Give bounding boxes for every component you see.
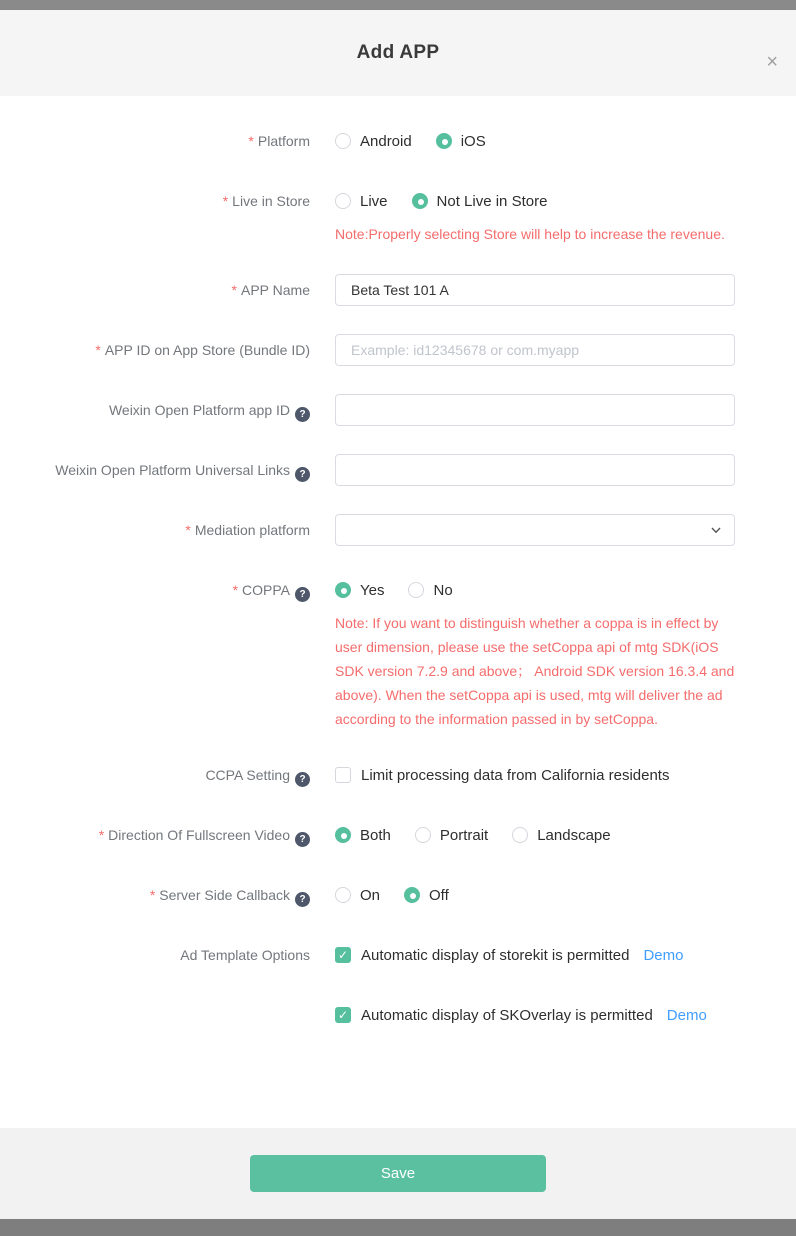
dialog-header [0, 10, 796, 96]
help-icon[interactable]: ? [295, 587, 310, 602]
checkbox-label: Limit processing data from California residents [361, 766, 670, 784]
radio-unchecked-icon [335, 887, 351, 903]
required-asterisk: * [98, 827, 105, 843]
radio-checked-icon [436, 133, 452, 149]
radio-coppa-yes[interactable] [335, 582, 384, 599]
ccpa-label: CCPA Setting ? [0, 759, 310, 791]
app-id-label: * APP ID on App Store (Bundle ID) [95, 342, 310, 358]
required-asterisk: * [149, 887, 156, 903]
row-live-in-store [0, 185, 796, 246]
radio-label: Not Live in Store [436, 192, 548, 210]
radio-callback-on[interactable] [335, 887, 380, 904]
chevron-down-icon [710, 524, 722, 536]
row-direction [0, 819, 796, 851]
live-in-store-label: * Live in Store [222, 193, 310, 209]
radio-unchecked-icon [408, 582, 424, 598]
radio-not-live-in-store[interactable] [412, 193, 548, 210]
radio-direction-both[interactable] [335, 827, 391, 844]
app-name-input[interactable] [335, 274, 735, 306]
radio-label: No [433, 581, 453, 599]
radio-unchecked-icon [512, 827, 528, 843]
row-ad-template-options [0, 939, 796, 1031]
weixin-app-id-label: Weixin Open Platform app ID ? [0, 394, 310, 426]
help-icon[interactable]: ? [295, 467, 310, 482]
save-button[interactable]: Save [250, 1155, 546, 1192]
platform-label: * Platform [248, 133, 310, 149]
row-mediation-platform [0, 514, 796, 546]
add-app-form [0, 96, 796, 1128]
dialog-footer [0, 1128, 796, 1219]
required-asterisk: * [248, 133, 254, 149]
radio-checked-icon [412, 193, 428, 209]
radio-label: Both [360, 826, 391, 844]
checkbox-unchecked-icon [335, 767, 351, 783]
page-backdrop-top [0, 0, 796, 10]
radio-label: Off [429, 886, 449, 904]
storekit-checkbox[interactable] [335, 947, 629, 964]
radio-label: Portrait [439, 826, 489, 844]
radio-unchecked-icon [335, 133, 351, 149]
radio-platform-ios[interactable] [436, 133, 486, 150]
radio-checked-icon [335, 827, 351, 843]
row-platform [0, 125, 796, 157]
dialog-title: Add APP [356, 42, 440, 63]
direction-label: * Direction Of Fullscreen Video ? [0, 819, 310, 851]
weixin-universal-links-label: Weixin Open Platform Universal Links ? [0, 454, 310, 486]
page-backdrop-bottom [0, 1219, 796, 1236]
radio-platform-android[interactable] [335, 133, 412, 150]
coppa-note: Note: If you want to distinguish whether a coppa is in effect by user dimension, please use the setCoppa api of mtg SDK(iOS SDK version 7.2.9 and above； Android SDK version 16.3.4 and above). When the setCoppa api is used, mtg will deliver the ad according to the information passed in by setCoppa. [335, 615, 735, 727]
checkbox-label: Automatic display of storekit is permitted [361, 946, 630, 964]
radio-label: On [360, 886, 381, 904]
help-icon[interactable]: ? [295, 772, 310, 787]
radio-unchecked-icon [415, 827, 431, 843]
help-icon[interactable]: ? [295, 892, 310, 907]
mediation-platform-label: * Mediation platform [185, 522, 310, 538]
checkbox-label: Automatic display of SKOverlay is permitted [361, 1006, 653, 1024]
skoverlay-checkbox[interactable] [335, 1007, 653, 1024]
required-asterisk: * [185, 522, 191, 538]
storekit-demo-link[interactable]: Demo [643, 946, 684, 964]
radio-callback-off[interactable] [404, 887, 449, 904]
help-icon[interactable]: ? [295, 407, 310, 422]
required-asterisk: * [231, 282, 237, 298]
row-weixin-app-id [0, 394, 796, 426]
skoverlay-demo-link[interactable]: Demo [666, 1006, 707, 1024]
required-asterisk: * [232, 582, 239, 598]
radio-label: Yes [360, 581, 385, 599]
radio-direction-portrait[interactable] [415, 827, 488, 844]
radio-label: Landscape [537, 826, 611, 844]
radio-direction-landscape[interactable] [512, 827, 610, 844]
app-id-input[interactable] [335, 334, 735, 366]
live-in-store-note: Note:Properly selecting Store will help to increase the revenue. [335, 226, 725, 242]
checkbox-checked-icon: ✓ [335, 947, 351, 963]
radio-label: iOS [460, 132, 486, 150]
row-server-callback [0, 879, 796, 911]
row-coppa [0, 574, 796, 731]
checkbox-checked-icon: ✓ [335, 1007, 351, 1023]
app-name-label: * APP Name [231, 282, 310, 298]
required-asterisk: * [222, 193, 229, 209]
row-weixin-universal-links [0, 454, 796, 486]
radio-unchecked-icon [335, 193, 351, 209]
radio-label: Live [360, 192, 388, 210]
row-app-name [0, 274, 796, 306]
required-asterisk: * [95, 342, 101, 358]
weixin-universal-links-input[interactable] [335, 454, 735, 486]
weixin-app-id-input[interactable] [335, 394, 735, 426]
help-icon[interactable]: ? [295, 832, 310, 847]
close-icon[interactable]: × [766, 51, 778, 73]
row-ccpa [0, 759, 796, 791]
radio-label: Android [360, 132, 412, 150]
radio-coppa-no[interactable] [408, 582, 452, 599]
mediation-platform-select[interactable] [335, 514, 735, 546]
server-callback-label: * Server Side Callback ? [0, 879, 310, 911]
radio-checked-icon [335, 582, 351, 598]
radio-checked-icon [404, 887, 420, 903]
ccpa-checkbox[interactable] [335, 767, 669, 784]
row-app-id [0, 334, 796, 366]
ad-template-options-label: Ad Template Options [180, 947, 310, 963]
coppa-label: * COPPA ? [0, 574, 310, 731]
radio-live[interactable] [335, 193, 388, 210]
